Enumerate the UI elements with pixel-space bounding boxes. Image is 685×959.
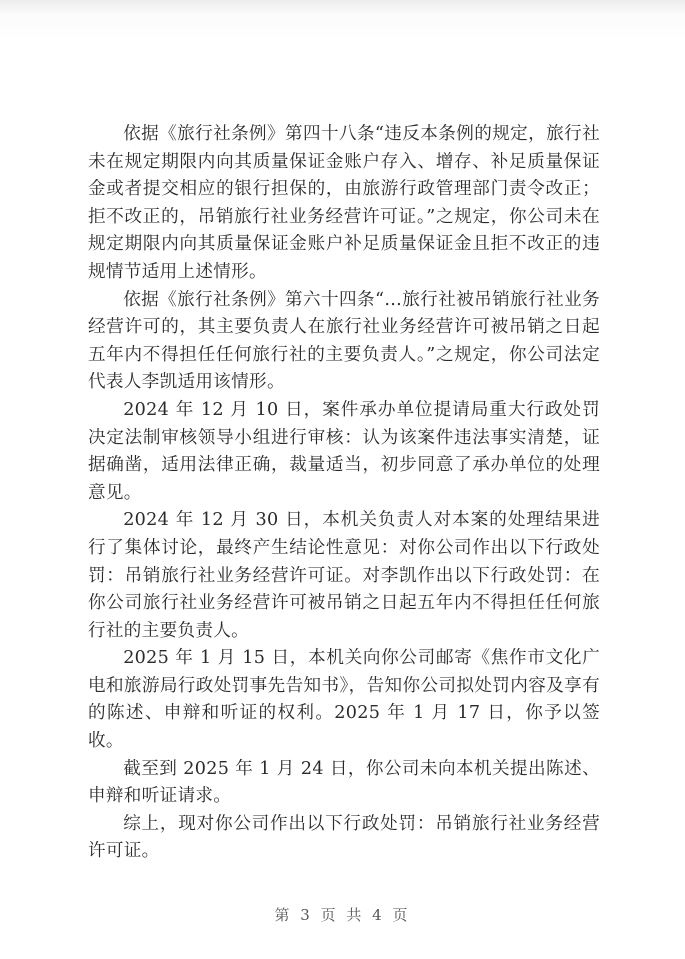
paragraph-article-48: 依据《旅行社条例》第四十八条“违反本条例的规定，旅行社未在规定期限内向其质量保证金账户存入、增存、补足质量保证金或者提交相应的银行担保的，由旅游行政管理部门责令改正；拒不改正的，吊销旅行社业务经营许可证。”之规定，你公司未在规定期限内向其质量保证金账户补足质量保证金且拒不改正的违规情节适用上述情形。 [88, 124, 600, 282]
paragraph-notice-delivery: 2025 年 1 月 15 日，本机关向你公司邮寄《焦作市文化广电和旅游局行政处罚事先告知书》，告知你公司拟处罚内容及享有的陈述、申辩和听证的权利。2025 年 1 月 17 日，你予以签收。 [88, 648, 600, 752]
paragraph-collective-discussion: 2024 年 12 月 30 日，本机关负责人对本案的处理结果进行了集体讨论，最终产生结论性意见：对你公司作出以下行政处罚：吊销旅行社业务经营许可证。对李凯作出以下行政处罚：在你公司旅行社业务经营许可被吊销之日起五年内不得担任任何旅行社的主要负责人。 [88, 510, 600, 641]
document-body [88, 121, 600, 866]
paragraph-decision: 综上，现对你公司作出以下行政处罚：吊销旅行社业务经营许可证。 [88, 813, 600, 862]
paragraph-legal-review: 2024 年 12 月 10 日，案件承办单位提请局重大行政处罚决定法制审核领导小组进行审核：认为该案件违法事实清楚，证据确凿，适用法律正确，裁量适当，初步同意了承办单位的处理意见。 [88, 399, 600, 503]
paragraph-article-64: 依据《旅行社条例》第六十四条“…旅行社被吊销旅行社业务经营许可的，其主要负责人在旅行社业务经营许可被吊销之日起五年内不得担任任何旅行社的主要负责人。”之规定，你公司法定代表人李凯适用该情形。 [88, 289, 600, 393]
paragraph-no-hearing-request: 截至到 2025 年 1 月 24 日，你公司未向本机关提出陈述、申辩和听证请求。 [88, 758, 600, 807]
page-number: 第 3 页 共 4 页 [274, 906, 411, 924]
